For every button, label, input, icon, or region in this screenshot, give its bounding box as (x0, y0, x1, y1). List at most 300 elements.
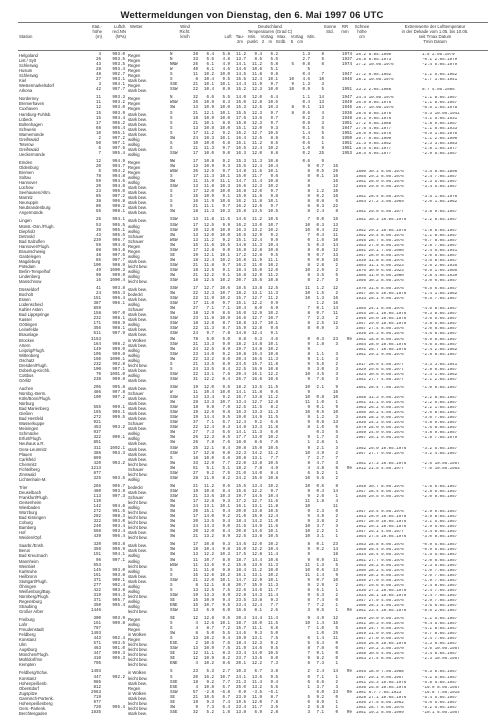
table-cell: 10.2 (219, 573, 230, 578)
table-cell: 7.7 (270, 603, 278, 608)
table-cell: 2 (335, 593, 338, 598)
table-cell: SE (170, 598, 176, 603)
table-cell: 993.5 (112, 642, 125, 647)
table-cell: 8 (307, 210, 310, 215)
table-cell: 7.8 (254, 466, 262, 471)
table-cell: 2.8 (316, 441, 324, 446)
table-cell: wolkig (128, 603, 140, 609)
table-cell: 9 (307, 617, 310, 622)
table-cell: 1947 (341, 96, 352, 101)
table-cell: 31 (192, 377, 198, 382)
table-cell: 0 (335, 598, 338, 603)
table-cell: 1970 31.6 8.05.1976 (356, 287, 404, 292)
table-cell: 995.4 (112, 603, 125, 608)
table-cell: 9 (307, 164, 310, 169)
table-cell: 18 (332, 553, 338, 558)
table-cell: 9 (307, 553, 310, 558)
table-cell: S (170, 583, 173, 588)
table-cell: 1946 (341, 106, 352, 111)
table-cell: 3 (335, 327, 338, 332)
table-cell: 611 (93, 332, 101, 337)
table-cell: 8 (307, 195, 310, 200)
table-cell: 9.0 (222, 525, 230, 530)
table-cell: -6.8 (219, 690, 230, 695)
table-cell: 12.9 (251, 312, 262, 317)
table-cell: 0 (335, 657, 338, 662)
table-cell: 11.2 (267, 297, 278, 302)
table-cell: 26 (192, 436, 198, 441)
table-cell: 1947 (341, 73, 352, 78)
table-cell: 1924 30.5 9.05.1976 (356, 372, 404, 377)
table-cell: 9.7 (270, 111, 278, 116)
table-cell: 0 (335, 510, 338, 515)
table-cell: 11 (192, 73, 198, 78)
table-cell: 9 (307, 347, 310, 352)
table-cell: SW (170, 180, 176, 185)
table-cell: 300 (93, 617, 101, 622)
table-cell: 14.7 (235, 180, 246, 185)
station-name: Wasserkuppe (19, 421, 45, 427)
table-cell: 4 (195, 685, 198, 690)
table-cell: 10.2 (267, 146, 278, 151)
station-name: Nürburg (19, 401, 35, 407)
table-cell: 9.2 (206, 471, 214, 476)
table-cell: 2 (335, 583, 338, 588)
table-cell: 0 (307, 337, 310, 342)
table-cell: 1 (335, 603, 338, 608)
table-cell: 994.6 (112, 180, 125, 185)
table-cell: 10.6 (267, 377, 278, 382)
station-name: List / Sylt (19, 58, 36, 64)
table-cell: 151 (93, 297, 101, 302)
table-cell: SSW (170, 185, 178, 190)
table-cell: 1953 27.9 8.05.1976 (356, 243, 404, 248)
table-cell: 10.1 (267, 322, 278, 327)
table-cell: 991.6 (112, 510, 125, 515)
table-cell: 12.3 (203, 436, 214, 441)
station-name: Plauen (19, 451, 33, 457)
table-cell: 1.2 (316, 302, 324, 307)
station-name: Zinnwald (19, 471, 36, 477)
table-cell: 15 (192, 243, 198, 248)
table-cell: 15 (95, 111, 101, 116)
table-cell: stark bew. (128, 218, 147, 224)
table-cell: 0 (335, 710, 338, 715)
table-cell: 994.7 (112, 164, 125, 169)
table-cell: S (170, 622, 173, 627)
table-cell: 18 (192, 322, 198, 327)
table-cell: 0.6 (302, 141, 310, 146)
table-cell: 13.1 (251, 505, 262, 510)
table-cell: 720 (93, 705, 101, 710)
table-cell: SW (170, 258, 176, 263)
table-cell: 995.4 (112, 151, 125, 156)
table-cell: WSW (170, 101, 178, 106)
table-cell: 13.2 (203, 357, 214, 362)
table-cell: 1.8 (316, 499, 324, 504)
table-cell: 10.0 (219, 233, 230, 238)
table-cell: 5 (335, 563, 338, 568)
station-group (18, 670, 488, 715)
table-cell: Regen (128, 243, 141, 249)
table-cell: 995.2 (112, 121, 125, 126)
table-cell: -2.9 9.05.1957 (422, 510, 458, 515)
table-cell: 9 (307, 446, 310, 451)
table-cell: 16.6 (235, 317, 246, 322)
table-cell: 14 (332, 670, 338, 675)
table-cell: SW (170, 106, 176, 111)
table-cell: 12.8 (203, 617, 214, 622)
table-cell: SW (170, 520, 176, 525)
table-cell: 1947 27.9 4.05.1976 (356, 598, 404, 603)
table-cell: 2.6 (316, 494, 324, 499)
table-cell: 0 (335, 652, 338, 657)
table-cell: 6 (307, 675, 310, 680)
table-cell: 12.8 (251, 101, 262, 106)
table-cell: 10.0 (267, 568, 278, 573)
table-cell: stark bew. (128, 710, 147, 716)
table-cell: 5 (321, 88, 324, 93)
table-cell: 9.2 (222, 159, 230, 164)
table-cell: 15.7 (235, 627, 246, 632)
table-cell: leicht bew. (128, 642, 148, 648)
table-cell: 13 (318, 106, 324, 111)
table-cell: 1947 28.0 8.05.1976 (356, 253, 404, 258)
station-name: Detmold (19, 233, 35, 239)
table-cell: 325 (93, 476, 101, 481)
table-cell: -2.1 2.05.1957 (422, 377, 458, 382)
table-cell: stark bew. (128, 205, 147, 211)
table-cell: -5.2 5.05.1957 (422, 705, 458, 710)
table-cell: 10.6 (267, 558, 278, 563)
table-cell: -1.6 6.05.1957 (422, 484, 458, 489)
table-cell: -4.8 9.05.1957 (422, 431, 458, 436)
table-cell: 16.3 (235, 411, 246, 416)
table-cell: 21 (192, 342, 198, 347)
table-cell: 995.5 (112, 233, 125, 238)
table-cell: 272 (93, 510, 101, 515)
table-cell: 999.5 (112, 416, 125, 421)
table-cell: SSW (170, 218, 178, 223)
table-cell: 1948 (341, 116, 352, 121)
table-cell: 1974 (341, 53, 352, 57)
table-cell: 13.2 (251, 685, 262, 690)
table-cell: 4 (195, 627, 198, 632)
station-name: Bad Kissingen (19, 515, 46, 521)
table-cell: -2.2 8.05.1957 (422, 218, 458, 223)
table-cell: 25 (318, 151, 324, 156)
table-cell: 9 (307, 391, 310, 395)
table-cell: 11 (332, 637, 338, 642)
station-name: Arkona (19, 88, 33, 94)
table-cell: -4.2 4.05.1957 (422, 451, 458, 456)
station-name: Schmücke (19, 431, 39, 437)
table-cell: 10.8 (267, 279, 278, 284)
table-cell: 1.8 (222, 710, 230, 715)
table-cell: 16 (332, 195, 338, 200)
table-cell: 151 (93, 553, 101, 558)
table-cell: 16.1 (235, 505, 246, 510)
table-cell: 2 (335, 268, 338, 273)
table-cell: 990.1 (112, 578, 125, 583)
table-cell: 11.7 (251, 705, 262, 710)
table-cell: 19 (192, 416, 198, 421)
table-cell: 15.5 (235, 111, 246, 116)
table-cell: 10 (332, 411, 338, 416)
table-cell: stark bew. (128, 441, 147, 447)
table-cell: 18.4 (235, 268, 246, 273)
table-cell: 1954 27.2 3.05.1969 (356, 200, 404, 205)
table-cell: 1950 28.2 5.05.1976 (356, 568, 404, 573)
table-cell: 24 (95, 292, 101, 297)
table-cell: SSW (170, 88, 178, 93)
table-cell: 0.4 (316, 228, 324, 233)
table-cell: 10.0 (219, 116, 230, 121)
table-cell: 2.7 (316, 279, 324, 284)
table-cell: leicht bew. (128, 593, 148, 599)
table-cell: SW (170, 535, 176, 540)
station-name: Bad Marienberg (19, 406, 49, 412)
table-cell: 10.3 (267, 106, 278, 111)
table-cell: -5.3 10.05.1941 (422, 111, 460, 116)
table-cell: 1 (335, 675, 338, 680)
table-cell: 9 (307, 515, 310, 520)
table-cell: -1.7 3.05.1941 (422, 78, 458, 83)
table-cell: 447 (93, 675, 101, 680)
table-cell: 12.1 (203, 253, 214, 258)
table-cell: 7.5 (222, 588, 230, 593)
table-cell: in Wolken (128, 690, 147, 696)
table-cell: 20.4 (235, 617, 246, 622)
table-cell: wolkig (128, 476, 140, 482)
station-name: Mannheim (19, 558, 39, 564)
table-cell: 3.5 (270, 705, 278, 710)
table-cell: 11.2 (267, 273, 278, 278)
table-cell: -2.0 8.05.1957 (422, 327, 458, 332)
table-cell: 14.8 (235, 332, 246, 337)
table-cell: stark bew. (128, 210, 147, 216)
table-cell: 24 (192, 525, 198, 530)
table-cell: 19 (192, 411, 198, 416)
table-cell: -0.4 5.05.1957 (422, 622, 458, 627)
table-cell: 995.7 (112, 484, 125, 489)
table-cell: 17.2 (235, 499, 246, 504)
table-cell: 19.9 (235, 637, 246, 642)
table-cell: 997.9 (112, 332, 125, 337)
table-cell: 6.9 (254, 710, 262, 715)
table-cell: 7.7 (222, 680, 230, 685)
table-cell: 10 (304, 505, 310, 510)
table-cell: 28 (95, 68, 101, 73)
table-cell: 371 (93, 578, 101, 583)
table-cell: 10 (304, 568, 310, 573)
table-cell: 10.5 (267, 210, 278, 215)
table-cell: -3.6 8.05.1957 (422, 258, 458, 263)
table-cell: -4.6 8.05.1957 (422, 332, 458, 337)
station-name: Leipzig/Flugh. (19, 347, 46, 353)
table-cell: 9.2 (222, 131, 230, 136)
table-cell: Regen (128, 617, 141, 623)
table-cell: stark bew. (128, 367, 147, 373)
table-cell: SE (170, 695, 176, 700)
header-station: Station (19, 34, 33, 39)
table-cell: 4.9 (222, 63, 230, 68)
table-cell: 10 (304, 297, 310, 302)
table-cell: 7 (98, 151, 101, 156)
table-cell: 18 (192, 116, 198, 121)
table-cell: 23.4 (235, 652, 246, 657)
table-cell: 1979 28.0 9.05.1976 (356, 426, 404, 431)
table-cell: wolkig (128, 322, 140, 328)
station-name: Düsseldorf (19, 287, 40, 293)
table-cell: 9 (307, 367, 310, 372)
table-cell: 995.4 (112, 126, 125, 131)
table-cell: 22 (192, 297, 198, 302)
table-cell: 22.3 (235, 451, 246, 456)
table-cell: 10 (304, 223, 310, 228)
table-cell: 1493 (90, 632, 101, 637)
table-cell: 19.8 (235, 352, 246, 357)
table-cell: 2 (335, 292, 338, 297)
table-cell: 994.6 (112, 243, 125, 248)
table-cell: 15.0 (251, 268, 262, 273)
table-cell: 1955 24.1 8.05.1976 (356, 307, 404, 312)
table-cell: 14.0 (251, 652, 262, 657)
table-cell: 5 (291, 63, 294, 68)
table-cell: Schauer (128, 233, 144, 239)
table-cell: 38 (95, 200, 101, 205)
table-cell: 9.5 (222, 603, 230, 608)
table-cell: 20 (192, 510, 198, 515)
table-cell: 9.3 (206, 700, 214, 705)
table-cell: 21.0 (235, 471, 246, 476)
station-name: Berlin-Tempelhof (19, 268, 51, 274)
table-cell: 12.4 (235, 421, 246, 426)
table-cell: leicht bew. (128, 657, 148, 663)
table-cell: 14.0 (203, 352, 214, 357)
table-cell: stark bew. (128, 548, 147, 554)
header-wetter: Wetter (130, 24, 143, 29)
table-cell: 10.8 (267, 248, 278, 253)
table-cell: 7.8 (206, 441, 214, 446)
table-cell: 992.4 (112, 637, 125, 642)
table-cell: 9.4 (222, 520, 230, 525)
table-cell: 11 (332, 233, 338, 238)
table-cell: 6.0 (270, 431, 278, 436)
table-cell: 12.0 (203, 530, 214, 535)
table-cell: 1951 (341, 88, 352, 93)
table-cell: 59 (95, 243, 101, 248)
table-cell: 14.6 (235, 543, 246, 548)
table-cell: 13.5 (251, 563, 262, 568)
table-cell: 6.0 (316, 690, 324, 695)
table-cell: 8 (335, 210, 338, 215)
table-cell: 0.4 (316, 489, 324, 494)
table-cell: 14.0 (251, 471, 262, 476)
station-name: Bocholt (19, 292, 33, 298)
station-name: Helgoland (19, 53, 38, 58)
table-cell: 4.5 (316, 372, 324, 377)
table-cell: 0.3 (316, 431, 324, 436)
table-cell: 21 (192, 121, 198, 126)
table-cell: SSW (170, 426, 178, 431)
table-cell: 11.8 (203, 218, 214, 223)
table-cell: 9 (307, 436, 310, 441)
table-cell: 15.5 (235, 164, 246, 169)
table-cell: SSW (170, 228, 178, 233)
table-cell: 6.8 (270, 627, 278, 632)
table-cell: -0.3 8.05.1957 (422, 312, 458, 317)
table-cell: 17 (192, 151, 198, 156)
table-cell: 12.0 (251, 190, 262, 195)
table-cell: 1.8 (316, 342, 324, 347)
table-cell: 24 (192, 367, 198, 372)
table-cell: 15.1 (235, 126, 246, 131)
table-cell: 12.7 (251, 131, 262, 136)
table-cell: 10.2 (267, 347, 278, 352)
table-cell: 921 (93, 421, 101, 426)
table-cell: Regen (128, 627, 141, 633)
station-name: Greifswald (19, 146, 39, 152)
table-cell: SSW (170, 451, 178, 456)
table-cell: stark bew. (128, 406, 147, 412)
table-cell: 2.3 (316, 317, 324, 322)
table-cell: 4 (335, 499, 338, 504)
table-cell: 3 (321, 116, 324, 121)
table-cell: SW (170, 461, 176, 466)
table-cell: 995.3 (112, 292, 125, 297)
table-cell: 0.3 (316, 243, 324, 248)
table-cell: 9 (307, 558, 310, 563)
station-name: Leinefelde (19, 327, 39, 333)
table-cell: 16 (332, 297, 338, 302)
table-cell: 14.6 (251, 647, 262, 652)
table-cell: 15.0 (251, 446, 262, 451)
table-cell: 993.9 (112, 111, 125, 116)
station-table (18, 53, 488, 719)
table-cell: N (170, 96, 173, 101)
table-cell: 16.2 (235, 223, 246, 228)
table-cell: 2.7 (316, 456, 324, 461)
table-cell: 994.1 (112, 553, 125, 558)
station-name: Hohenpeißenberg (19, 700, 53, 706)
table-cell: 9.5 (222, 78, 230, 83)
table-cell: 7.1 (316, 710, 324, 715)
table-cell: 10.1 (267, 200, 278, 205)
table-cell: 7 (307, 652, 310, 657)
table-cell: SW (170, 705, 176, 710)
table-cell: 17 (192, 543, 198, 548)
table-cell: 10.3 (219, 210, 230, 215)
table-cell: 12.4 (251, 146, 262, 151)
table-cell: -1.6 8.05.1957 (422, 426, 458, 431)
table-cell: 11.2 (203, 238, 214, 243)
station-name: Oschatz (19, 357, 35, 363)
table-cell: NW (170, 159, 176, 164)
table-cell: 10.7 (219, 675, 230, 680)
table-cell: 16 (332, 391, 338, 395)
table-cell: 3.0 (316, 367, 324, 372)
table-cell: 31.3 9.05.1952 (356, 141, 392, 146)
table-cell: 11.0 (251, 263, 262, 268)
table-cell: 17.2 (235, 253, 246, 258)
table-cell: 6.4 (222, 705, 230, 710)
table-cell: 992.7 (112, 73, 125, 78)
table-cell: 12.0 (203, 233, 214, 238)
table-cell: 568 (93, 530, 101, 535)
header-hoehe: Stat.- höhe (m) (91, 24, 102, 39)
station-name: Soltau (19, 175, 31, 181)
